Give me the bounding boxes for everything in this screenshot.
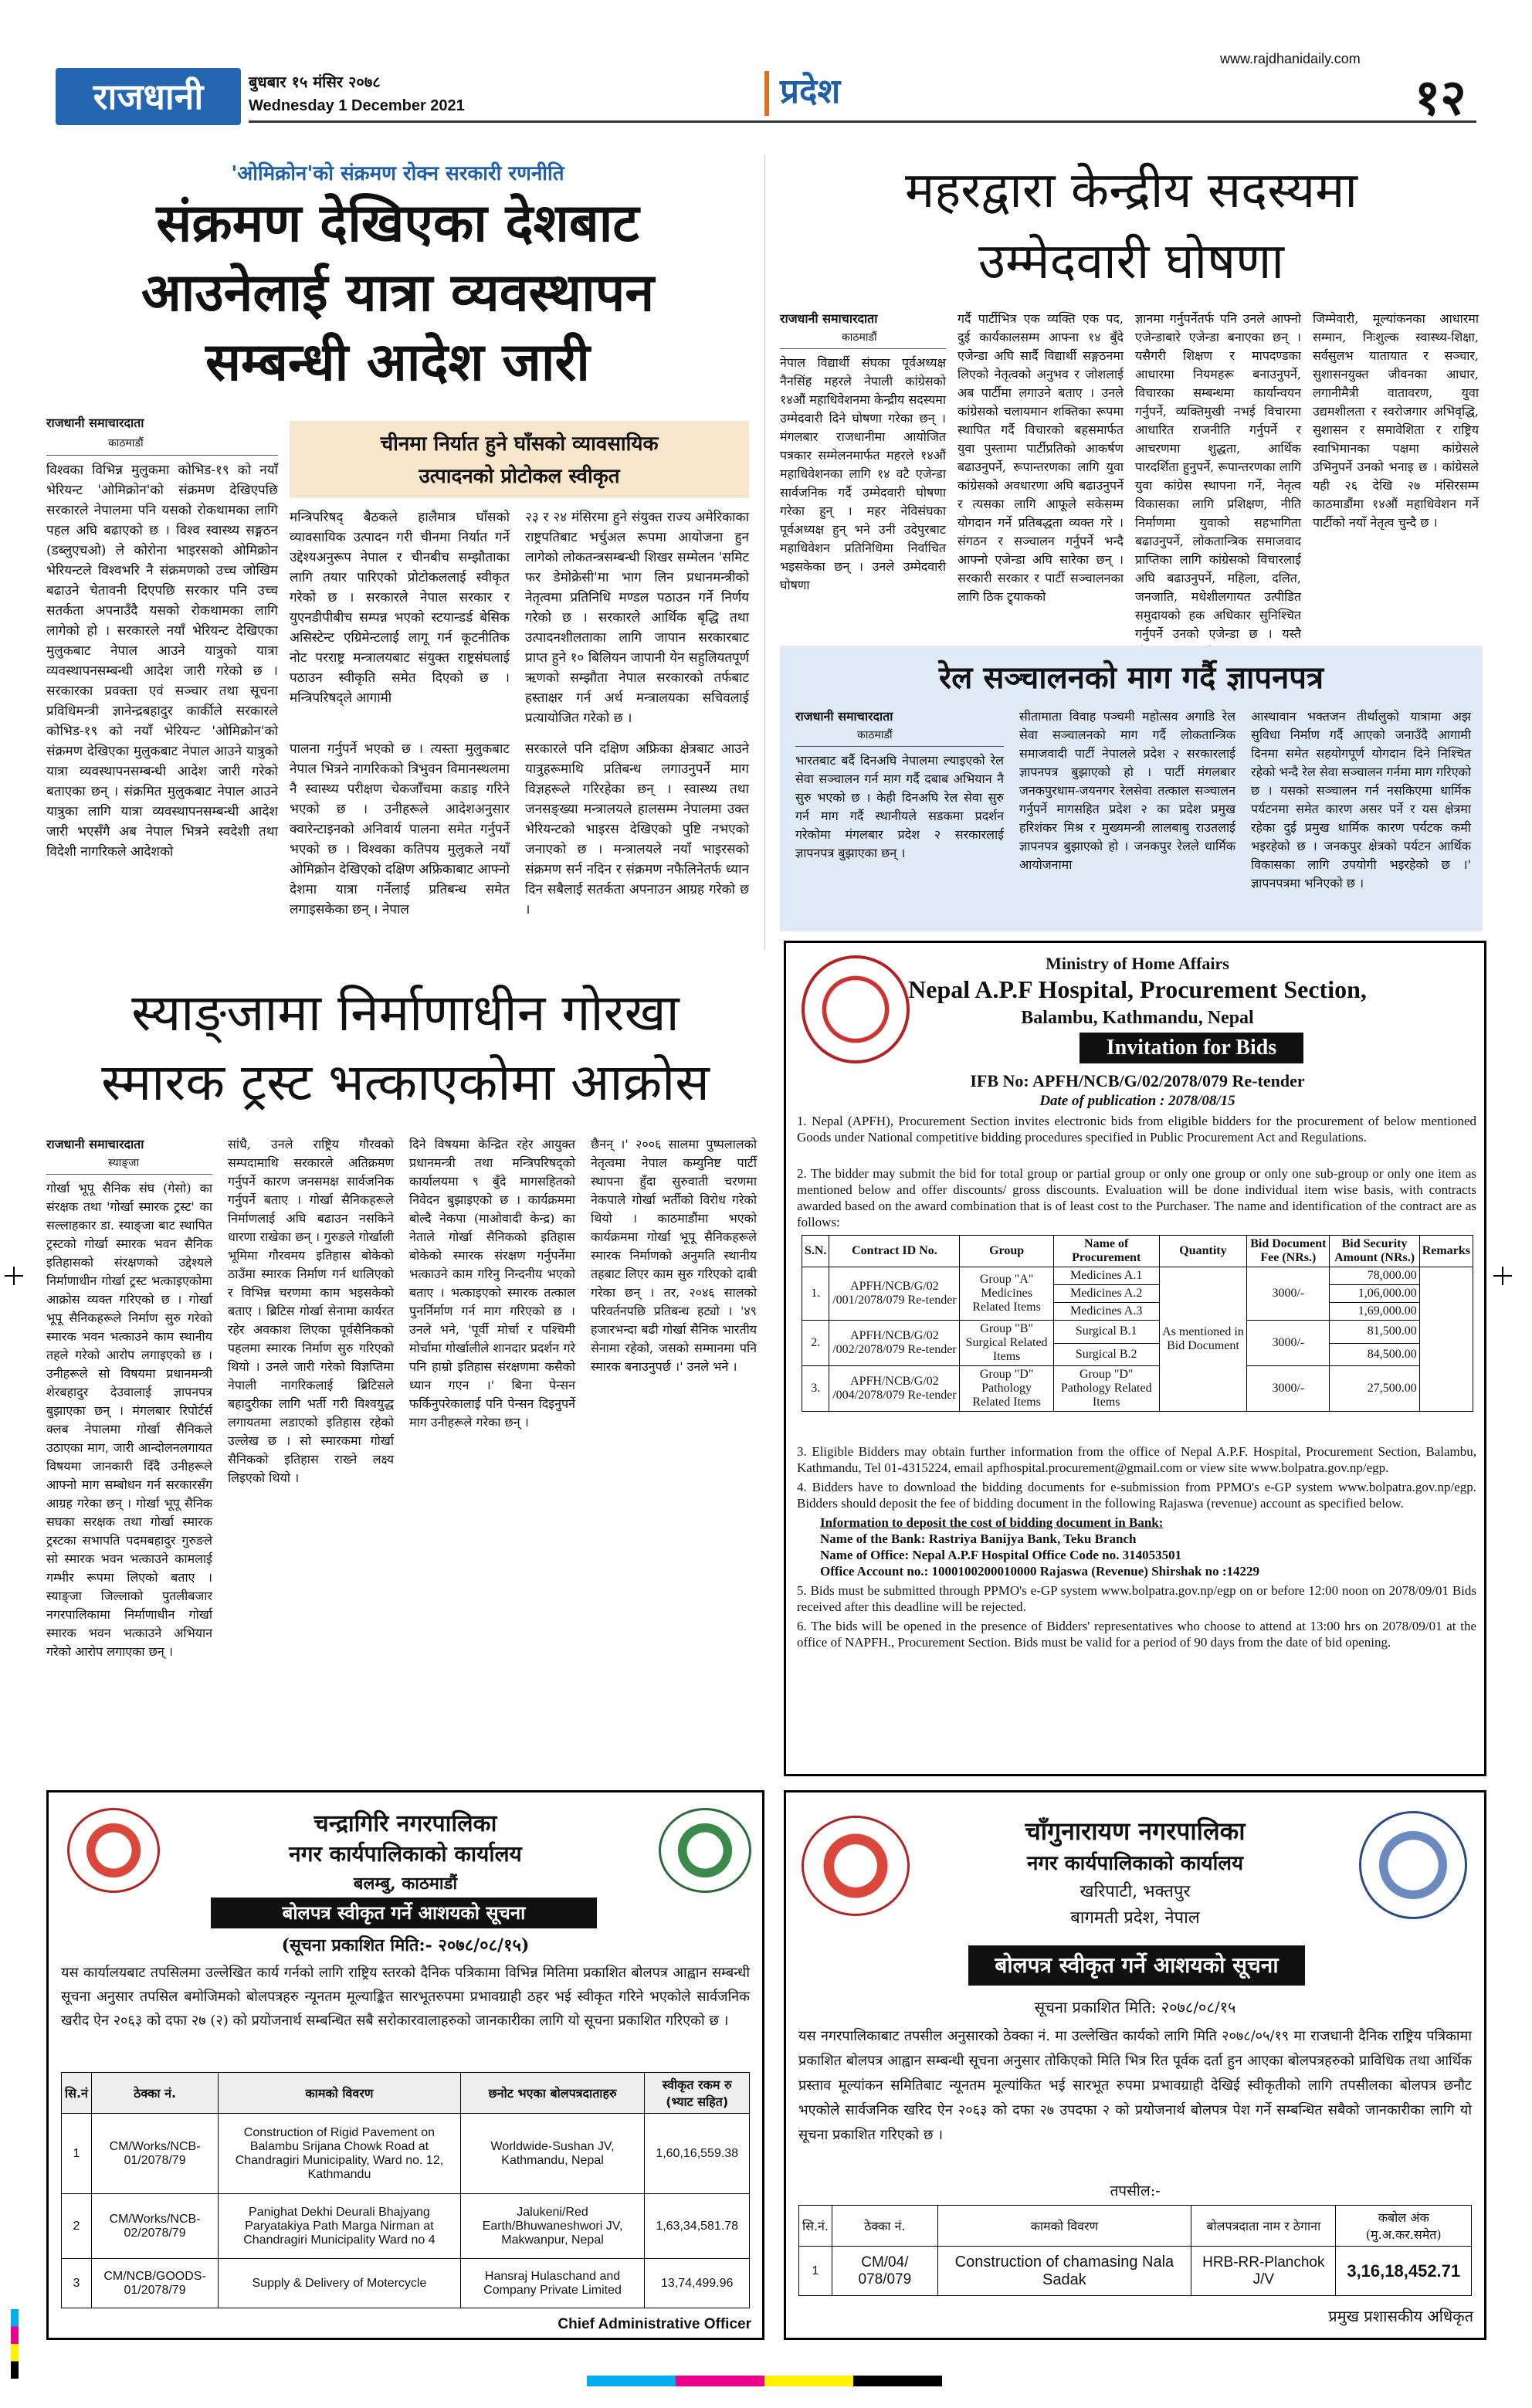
article-column-2 — [958, 310, 1124, 634]
col-header: कामको विवरण — [219, 2073, 460, 2114]
byline-location: काठमाडौं — [842, 331, 877, 344]
paper-name: राजधानी — [93, 76, 204, 117]
cell-sn: 3 — [62, 2259, 92, 2308]
article-column-3 — [409, 1135, 575, 1722]
bank-name: Name of the Bank: Rastriya Banijya Bank, Teku Branch — [820, 1531, 1137, 1546]
col-header: Quantity — [1159, 1236, 1247, 1267]
cell-contract: CM/04/ 078/079 — [832, 2247, 938, 2296]
cell-security: 81,500.00 — [1330, 1321, 1419, 1344]
article-headline-line2: आउनेलाई यात्रा व्यवस्थापन — [141, 262, 655, 324]
location: खरिपाटी, भक्तपुर — [1080, 1882, 1191, 1901]
cell-group: Group "A" Medicines Related Items — [960, 1267, 1053, 1321]
cell-bidder: Hansraj Hulaschand and Company Private Limited — [460, 2259, 645, 2308]
item-text: The bids will be opened in the presence of Bidders' representatives who choose to attend at 13:00 hrs on 2078/09/01 at the office of NAPFH., Procurement Section. Bids must be valid for a period of 90 days from the date of bid opening. — [797, 1619, 1476, 1650]
article-column-1 — [780, 310, 946, 634]
cell-security: 84,500.00 — [1330, 1343, 1419, 1366]
table-row — [62, 2114, 750, 2194]
article-text: नेपाल विद्यार्थी संघका पूर्वअध्यक्ष नैनसिंह महरले नेपाली कांग्रेसको १४औं महाधिवेशनमा केन्द्रीय सदस्यमा उम्मेदवारी दिने घोषणा गरेका छन् । मंगलबार राजधानीमा आयोजित पत्रकार सम्मेलनमार्फत महरले १४औं महाधिवेशनका लागि १४ वटै एजेन्डा सार्वजनिक गर्दै उम्मेदवारी घोषणा गरेका हुन् । महर नेविसंघका पूर्वअध्यक्ष हुन् भने उनी उदेपुरबाट महाधिवेशन प्रतिनिधिमा निर्वाचित भइसकेका छन् । उनले उम्मेदवारी घोषणा — [780, 355, 946, 592]
office-name: नगर कार्यपालिकाको कार्यालय — [1026, 1852, 1244, 1875]
notice-item-2 — [797, 1165, 1476, 1230]
notice-publication-date: Date of publication : 2078/08/15 — [1039, 1093, 1235, 1109]
cell-contract: APFH/NCB/G/02 /001/2078/079 Re-tender — [829, 1267, 960, 1321]
notice-items-lower — [797, 1443, 1476, 1650]
notice-item-4 — [797, 1479, 1476, 1511]
date-english: Wednesday 1 December 2021 — [249, 97, 465, 114]
tapsil-label: तपसील:- — [1110, 2182, 1161, 2199]
article-text: सांधै, उनले राष्ट्रिय गौरवको सम्पदामाथि सरकारले अतिक्रमण गर्नुपर्ने कारण जनसमक्ष सार्वजनिक गर्नुपर्ने बताए । गोर्खा सैनिकहरूले निर्माणलाई अघि बढाउन नसकिने धारणा राखेका छन् । गुरुङले गोर्खाली भूमिमा गौरवमय इतिहास बोकेको ठाउँमा स्मारक निर्माण गर्न थालिएको र विभिन्न चरणमा काम भइसकेको बताए । ब्रिटिस गोर्खा सेनामा कार्यरत रहेर अवकाश लिएका पूर्वसैनिकको पहलमा स्मारक निर्माण सुरु गरिएको थियो । उनले जारी गरेको विज्ञप्तिमा नेपाली नागरिकलाई ब्रिटिसले बहादुरीका लागि भर्ती गरी विश्वयुद्ध लगायतमा लडाएको इतिहास रहेको उल्लेख छ । सो स्मारकमा गोर्खा सैनिकको इतिहास राख्ने लक्ष्य लिइएको थियो । — [228, 1137, 394, 1485]
col-header: ठेक्का नं. — [91, 2073, 218, 2114]
cell-security: 78,000.00 — [1330, 1267, 1419, 1285]
col-header: कामको विवरण — [937, 2206, 1191, 2247]
boxed-article-headline-line2: उत्पादनको प्रोटोकल स्वीकृत — [419, 465, 620, 488]
table-row — [802, 1321, 1473, 1344]
col-header: Name of Procurement — [1053, 1236, 1159, 1267]
date-nepali: बुधबार १५ मंसिर २०७८ — [249, 73, 381, 91]
notice-body: यस कार्यालयबाट तपसिलमा उल्लेखित कार्य गर्नको लागि राष्ट्रिय स्तरको दैनिक पत्रिकामा विभिन्न मितिमा प्रकाशित बोलपत्र आह्वान सम्बन्धी सूचना अनुसार तपसिल बमोजिमको बोलपत्रहरु न्यूनतम मूल्याङ्कित सारभूतरुपमा प्रभावग्राही ठहर भई स्वीकृत गरिने भएकोले सार्वजनिक खरीद ऐन २०६३ को दफा २७ (२) को प्रयोजनार्थ सम्बन्धित सबै सरोकारवालाहरुको जानकारीका लागि यो सूचना प्रकाशित गरिएको छ । — [61, 1965, 750, 2029]
article-headline-line2: स्मारक ट्रस्ट भत्काएकोमा आक्रोस — [101, 1053, 710, 1112]
cell-fee: 3000/- — [1247, 1267, 1330, 1321]
cell-security: 1,69,000.00 — [1330, 1303, 1419, 1321]
office-name: नगर कार्यपालिकाको कार्यालय — [289, 1841, 522, 1867]
col-header: Bid Security Amount (NRs.) — [1330, 1236, 1419, 1267]
article-column-2 — [228, 1135, 394, 1722]
boxed-article — [290, 421, 749, 730]
table-row — [802, 1366, 1473, 1412]
office-account: Office Account no.: 1000100200010000 Rajaswa (Revenue) Shirshak no :14229 — [820, 1564, 1260, 1579]
article-text: गोर्खा भूपू सैनिक संघ (गेसो) का संरक्षक तथा 'गोर्खा स्मारक ट्रस्ट' का सल्लाहकार डा. स्याङ्जा बाट स्थापित ट्रस्टको गोर्खा स्मारक भवन सैनिक इतिहासको संरक्षणको उद्देश्यले निर्माणाधीन गोर्खा ट्रस्ट भत्काइएकोमा आक्रोस व्यक्त गरिएको छ । गोर्खा भूपू सैनिकहरूले निर्माण सुरु गरेको स्मारक भवन भत्काउने काम स्थानीय तहले गरेको आरोप लगाइएको छ । उनीहरूले सो विषयमा प्रधानमन्त्री शेरबहादुर देउवालाई ज्ञापनपत्र बुझाएका छन् । मंगलबार रिपोर्टर्स क्लब नेपालमा गोर्खा सैनिकले उठाएका माग, जारी आन्दोलनलगायत विषयमा जानकारी दिँदै उनीहरूले आफ्नो माग सम्बोधन गर्न सरकारसँग आग्रह गरेका छन् । गोर्खा भूपू सैनिक सघका सरक्षक तथा गोर्खा स्मारक ट्रस्टका सभापति पदमबहादुर गुरुङले सो स्मारक भवन भत्काउने कामलाई गम्भीर रूपमा लिएको बताए । स्याङ्जा जिल्लाको पुतलीबजार नगरपालिकामा निर्माणाधीन गोर्खा स्मारक भवन भत्काउने अभियान गरेको आरोप लगाएका छन् । — [46, 1181, 212, 1659]
notice-apf-hospital — [784, 941, 1486, 1776]
notice-changunarayan — [784, 1790, 1486, 2340]
cell-description: Construction of Rigid Pavement on Balambu Srijana Chowk Road at Chandragiri Municipality, Ward no. 12, Kathmandu — [219, 2114, 460, 2194]
table-row — [802, 1267, 1473, 1285]
province: बागमती प्रदेश, नेपाल — [1070, 1908, 1200, 1928]
article-column-1 — [46, 1135, 212, 1722]
cell-remarks — [1419, 1267, 1473, 1412]
publication-date: (सूचना प्रकाशित मिति:- २०७८/०८/१५) — [281, 1935, 530, 1955]
notice-banner: बोलपत्र स्वीकृत गर्ने आशयको सूचना — [995, 1952, 1279, 1978]
municipality-name: चन्द्रागिरि नगरपालिका — [314, 1810, 497, 1837]
article-column-4 — [1313, 310, 1479, 634]
cell-amount: 1,63,34,581.78 — [645, 2194, 750, 2259]
col-header: Remarks — [1419, 1236, 1473, 1267]
notice-chandragiri — [46, 1790, 764, 2340]
article-mahar — [780, 158, 1483, 641]
website-url[interactable]: www.rajdhanidaily.com — [1220, 51, 1361, 66]
cell-description: Supply & Delivery of Motercycle — [219, 2259, 460, 2308]
registration-mark-icon — [1493, 1267, 1512, 1285]
location: बलम्बु, काठमाडौं — [353, 1874, 458, 1894]
col-header: बोलपत्रदाता नाम र ठेगाना — [1191, 2206, 1336, 2247]
article-text: सरकारले पनि दक्षिण अफ्रिका क्षेत्रबाट आउने यात्रुहरूमाथि प्रतिबन्ध लगाउनुपर्ने माग विज्ञहरूले गरिरहेका छन् । स्वास्थ्य तथा जनसङ्ख्या मन्त्रालयले हालसम्म नेपालमा उक्त भेरियन्टको भाइरस देखिएको पुष्टि नभएको जनाएको छ । मन्त्रालयले नयाँ भाइरसको संक्रमण सर्न नदिन र संक्रमण नफैलिनेतर्फ ध्यान दिन सबैलाई सतर्कता अपनाउन आग्रह गरेको छ । — [525, 741, 749, 917]
notice-banner: बोलपत्र स्वीकृत गर्ने आशयको सूचना — [282, 1901, 526, 1924]
column-divider — [764, 154, 765, 950]
col-header: S.N. — [802, 1236, 829, 1267]
signature-title: Chief Administrative Officer — [558, 2316, 751, 2332]
article-headline-line1: स्याङ्जामा निर्माणाधीन गोरखा — [131, 983, 680, 1043]
article-text: भारतबाट बर्दै दिनअघि नेपालमा ल्याइएको रेल सेवा सञ्चालन गर्न माग गर्दै दबाब अभियान नै सुरु भएको छ । केही दिनअघि रेल सेवा सुरु गर्न माग गर्दै स्थानीयले सडकमा प्रदर्शन गरेकोमा मंगलबार प्रदेश २ सरकारलाई ज्ञापनपत्र बुझाएका छन् । — [795, 753, 1004, 860]
notice-address: Balambu, Kathmandu, Nepal — [1021, 1008, 1254, 1028]
col-header: स्वीकृत रकम रु (भ्याट सहित) — [645, 2073, 750, 2114]
article-text: आस्थावान भक्तजन तीर्थालुको यात्रामा अझ सुविधा निर्माण गर्दै आएको जनाउँदै आगामी दिनमा समेत सहयोगपूर्ण योगदान दिने निश्चित रहेको भन्दै रेल सेवा सञ्चालन गर्नमा माग गरिएको छ । यसको सञ्चालन गर्न नसकिएमा धार्मिक पर्यटनमा समेत कारण असर पर्ने र यस क्षेत्रमा रहेका दुई प्रमुख धार्मिक कारण पर्यटक कमी भइरहेको छ । जनकपुर क्षेत्रको पर्यटन आर्थिक विकासका लागि उपयोगी भइरहेको छ ।' ज्ञापनपत्रमा भनिएको छ । — [1251, 709, 1471, 890]
masthead — [0, 0, 1532, 154]
cell-security: 1,06,000.00 — [1330, 1285, 1419, 1303]
article-text: छैनन् ।' २००६ सालमा पुष्पलालको नेतृत्वमा नेपाल कम्युनिष्ट पार्टी स्थापना हुँदा सुरुवाती चरणमा नेकपाले गोर्खा भर्तीको विरोध गरेको थियो । काठमाडौंमा भएको कार्यक्रममा गोर्खा भूपू सैनिकहरूले स्मारक निर्माणको अनुमति स्थानीय तहबाट लिएर काम सुरु गरिएको दाबी गरेका छन् । तर, २०४६ सालको परिवर्तनपछि प्रतिबन्ध हट्यो । '४९ हजारभन्दा बढी गोर्खा सैनिक भारतीय सेनामा रहेको, जसको सम्मानमा पनि स्मारक बनाउनुपर्छ ।' उनले भने । — [591, 1137, 757, 1374]
page-number: १२ — [1415, 69, 1466, 127]
article-omicron — [46, 158, 749, 954]
cell-amount: 1,60,16,559.38 — [645, 2114, 750, 2194]
col-header: छनोट भएका बोलपत्रदाताहरु — [460, 2073, 645, 2114]
cell-item: Medicines A.3 — [1053, 1303, 1159, 1321]
cell-contract: APFH/NCB/G/02 /002/2078/079 Re-tender — [829, 1321, 960, 1366]
notice-body: यस नगरपालिकाबाट तपसील अनुसारको ठेक्का नं. मा उल्लेखित कार्यको लागि मिति २०७८/०५/१९ मा राजधानी दैनिक राष्ट्रिय पत्रिकामा प्रकाशित बोलपत्र आह्वान सम्बन्धी सूचना अनुसार तोकिएको मिति भित्र रित पूर्वक दर्ता हुन आएका बोलपत्रहरुको प्राविधिक तथा आर्थिक प्रस्ताव मूल्यांकन समितिबाट न्यूनतम मूल्यांकित भई सारभूत रुपमा प्रभावग्राही देखिई स्वीकृतीको लागि तपसीलका बोलपत्र छनौट भएकोले सार्वजनिक खरिद ऐन २०६३ को दफा २७ उपदफा २ को प्रयोजनार्थ बोलपत्र पेश गर्ने सम्बन्धित सबैको जानकारीका लागि यो सूचना प्रकाशित गरिएको छ । — [798, 2028, 1472, 2143]
notice-item-6 — [797, 1618, 1476, 1650]
item-number: 4. — [797, 1480, 807, 1494]
col-header: Group — [960, 1236, 1053, 1267]
byline: राजधानी समाचारदाता — [795, 709, 893, 724]
byline: राजधानी समाचारदाता — [46, 415, 144, 430]
boxed-article-headline-line1: चीनमा निर्यात हुने घाँसको व्यावसायिक — [380, 432, 659, 456]
cell-security: 27,500.00 — [1330, 1366, 1419, 1412]
article-gorkha — [46, 981, 764, 1722]
col-header: ठेक्का नं. — [832, 2206, 938, 2247]
article-text: ज्ञानमा गर्नुपर्नेतर्फ पनि उनले आफ्नो एजेन्डाबारे एजेन्डा बनाएका छन् । यसैगरी शिक्षण र मापदण्डका आधारमा नियमहरू बनाउनुपर्ने, विचारका सम्बन्धमा कार्यान्वयन गर्नुपर्ने, व्यक्तिमुखी नभई विचारमा आधारित राजनीति गर्नुपर्ने र आचरणमा शुद्धता, आर्थिक पारदर्शिता हुनुपर्ने, रूपान्तरणका लागि युवा कांग्रेस स्थापना गर्ने, नेतृत्व विकासका लागि प्रशिक्षण, नीति निर्माणमा युवाको सहभागिता बढाउनुपर्ने, लोकतान्त्रिक समाजवाद प्राप्तिका लागि कांग्रेसको विचारलाई अघि बढाउनुपर्ने, महिला, दलित, जनजाति, मधेशीलगायत उत्पीडित समुदायको हक अधिकार सुनिश्चित गर्नुपर्ने उनको एजेन्डा छ । यस्तै — [1135, 311, 1301, 641]
cell-quantity: As mentioned in Bid Document — [1159, 1267, 1247, 1412]
cell-amount: 3,16,18,452.71 — [1336, 2247, 1472, 2296]
notice-item-5 — [797, 1582, 1476, 1615]
section-label: प्रदेश — [780, 72, 841, 111]
cell-description: Construction of chamasing Nala Sadak — [937, 2247, 1191, 2296]
cell-sn: 1. — [802, 1267, 829, 1321]
cell-contract: CM/Works/NCB-01/2078/79 — [91, 2114, 218, 2194]
article-headline: रेल सञ्चालनको माग गर्दै ज्ञापनपत्र — [938, 660, 1324, 696]
notice-banner: Invitation for Bids — [1106, 1036, 1277, 1060]
article-text: गर्दै पार्टीभित्र एक व्यक्ति एक पद, दुई कार्यकालसम्म आफ्ना १४ बुँदे एजेन्डा अघि सार्दै विद्यार्थी सङ्गठनमा लिएको नेतृत्वको अनुभव र जोशलाई अब पार्टीमा लगाउने बताए । उनले कांग्रेसको चलायमान शक्तिका रूपमा स्थापित गर्दै विचारको बहसमार्फत युवा पुस्तामा पार्टीप्रतिको आकर्षण बढाउनुपर्ने, रूपान्तरणका लागि युवा कांग्रेसको अवधारणा अघि बढाउनुपर्ने र त्यसका लागि आफूले सकेसम्म योगदान गर्ने प्रतिबद्धता व्यक्त गरे । संगठन र सञ्चालन गर्नुपर्ने भन्दै आफ्नो एजेन्डा अघि सारेका छन् । सरकारी सरकार र पार्टी सञ्चालनका लागि ठिक ट्र्याकको — [958, 311, 1124, 604]
article-text: विश्वका विभिन्न मुलुकमा कोभिड-१९ को नयाँ भेरियन्ट 'ओमिक्रोन'को संक्रमण देखिएपछि सरकारले नेपालमा पनि यसको रोकथामका लागि पहल अघि बढाएको छ । विश्व स्वास्थ्य सङ्गठन (डब्लुएचओ) ले कोरोना भाइरसको ओमिक्रोन भेरियन्टले विश्वभरि नै संक्रमणको उच्च जोखिम बढाउने चेतावनी दिएपछि सरकार पनि उच्च सतर्कता अपनाउँदै यसको रोकथामका लागि लागेको हो । सरकारले नयाँ भेरियन्ट देखिएका मुलुकबाट नेपाल आउने यात्रुको यात्रा व्यवस्थापनसम्बन्धी आदेश जारी गरेको छ । सरकारका प्रवक्ता एवं सञ्चार तथा सूचना प्रविधिमन्त्री ज्ञानेन्द्रबहादुर कार्कीले सरकारले कोभिड-१९ को नयाँ भेरियन्ट 'ओमिक्रोन'को संक्रमण देखिएका मुलुकबाट नेपाल आउने यात्रुको यात्रा व्यवस्थापनसम्बन्धी आदेश जारी गरेको बताएका छन् । संक्रमित मुलुकबाट नेपाल आउने यात्रुका लागि यात्रा व्यवस्थापनसम्बन्धी आदेश जारी भएसँगै अब नेपाल भित्रने स्वदेशी तथा विदेशी नागरिकले आदेशको — [46, 463, 278, 860]
table-row — [799, 2247, 1472, 2296]
cell-amount: 13,74,499.96 — [645, 2259, 750, 2308]
article-text: पालना गर्नुपर्ने भएको छ । त्यस्ता मुलुकबाट नेपाल भित्रने नागरिकको त्रिभुवन विमानस्थलमा नै स्वास्थ्य परीक्षण चेकजाँचमा कडाइ गरिने भएको छ । उनीहरूले आदेशअनुसार क्वारेन्टाइनको अनिवार्य पालना समेत गर्नुपर्ने भएको छ । विश्वका कतिपय मुलुकले नयाँ ओमिक्रोन देखिएको दक्षिण अफ्रिकाबाट आफ्नो देशमा यात्रा गर्नेलाई प्रतिबन्ध समेत लगाइसकेका छन् । नेपाल — [290, 741, 510, 917]
article-text: जिम्मेवारी, मूल्यांकनका आधारमा सम्मान, निःशुल्क स्वास्थ्य-शिक्षा, सर्वसुलभ यातायात र सञ्चार, सुशासनयुक्त जीवनका आधार, लगानीमैत्री वातावरण, युवा उद्यमशीलता र स्वरोजगार अभिवृद्धि, सुशासन र समावेशिता र राष्ट्रिय स्वाभिमानका पक्षमा कांग्रेसले उभिनुपर्ने उनको भनाइ छ । कांग्रेसले यही २६ देखि २७ मंसिरसम्म काठमाडौंमा १४औं महाधिवेशन गर्ने पार्टीको नयाँ नेतृत्व चुन्दै छ । — [1313, 311, 1479, 530]
article-kicker: 'ओमिक्रोन'को संक्रमण रोक्न सरकारी रणनीति — [231, 162, 564, 185]
article-column-2 — [1019, 707, 1235, 924]
cell-sn: 3. — [802, 1366, 829, 1412]
item-text: Nepal (APFH), Procurement Section invites electronic bids from eligible bidders for the procurement of below mentioned Goods under National competitive bidding procedures specified in Public Procurement Act and Regulations. — [797, 1114, 1477, 1145]
cell-item: Medicines A.2 — [1053, 1285, 1159, 1303]
notice-ifb-number: IFB No: APFH/NCB/G/02/2078/079 Re-tender — [970, 1071, 1305, 1090]
notice-ministry: Ministry of Home Affairs — [1046, 954, 1229, 973]
byline: राजधानी समाचारदाता — [780, 311, 878, 326]
col-header: सि.नं — [62, 2073, 92, 2114]
col-header: Bid Document Fee (NRs.) — [1247, 1236, 1330, 1267]
cell-contract: APFH/NCB/G/02 /004/2078/079 Re-tender — [829, 1366, 960, 1412]
cell-group: Group "B" Surgical Related Items — [960, 1321, 1053, 1366]
cell-contract: CM/NCB/GOODS-01/2078/79 — [91, 2259, 218, 2308]
section-divider-bar — [764, 71, 769, 116]
item-number: 3. — [797, 1444, 807, 1459]
item-text: Eligible Bidders may obtain further information from the office of Nepal A.P.F. Hospital, Procurement Section, Balambu, Kathmandu, Tel 01-4315224, email apfhospital.procurement@gmail.com or view site www.bolpatra.gov.np/egp. — [797, 1444, 1477, 1475]
cell-fee: 3000/- — [1247, 1321, 1330, 1366]
byline-location: स्याङ्जा — [108, 1157, 140, 1169]
boxed-article-column-1 — [290, 507, 510, 724]
registration-mark-icon — [5, 1267, 23, 1285]
office-name: Name of Office: Nepal A.P.F Hospital Office Code no. 314053501 — [820, 1548, 1182, 1562]
color-bar-icon — [587, 2376, 942, 2386]
article-text: मन्त्रिपरिषद् बैठकले हालैमात्र घाँसको व्यावसायिक उत्पादन गरी चीनमा निर्यात गर्ने उद्देश्यअनुरूप नेपाल र चीनबीच सम्झौताका लागि तयार पारिएको प्रोटोकललाई स्वीकृत गरेको छ । सरकारले नेपाल सरकार र युएनडीपीबीच सम्पन्न भएको स्टयान्डर्ड बेसिक असिस्टेन्ट एग्रिमेन्टलाई लागू गर्न कूटनीतिक नोट परराष्ट्र मन्त्रालयबाट संयुक्त राष्ट्रसंघलाई पठाउन स्वीकृति समेत दिएको छ । मन्त्रिपरिषद्ले आगामी — [290, 510, 510, 706]
cell-sn: 1 — [62, 2114, 92, 2194]
cell-sn: 2 — [62, 2194, 92, 2259]
publication-date: सूचना प्रकाशित मिति: २०७८/०८/१५ — [1034, 1998, 1236, 2016]
cmyk-marks-icon — [11, 2309, 19, 2379]
col-header: सि.नं. — [799, 2206, 832, 2247]
col-header: Contract ID No. — [829, 1236, 960, 1267]
cell-item: Surgical B.2 — [1053, 1343, 1159, 1366]
bid-table — [802, 1235, 1473, 1412]
article-column-4 — [591, 1135, 757, 1722]
cell-item: Group "D" Pathology Related Items — [1053, 1366, 1159, 1412]
article-rail — [780, 646, 1483, 931]
article-headline-line1: संक्रमण देखिएका देशबाट — [156, 192, 639, 254]
bank-deposit-info — [797, 1514, 1476, 1579]
contract-table — [61, 2072, 750, 2308]
cell-item: Surgical B.1 — [1053, 1321, 1159, 1344]
item-text: The bidder may submit the bid for total group or partial group or only one group or only one sub-group or only one item as mentioned below and offer discounts/ gross discounts. Evaluation will be done individual item wise basis, with contracts awarded based on the award combination that is of least cost to the Purchaser. The name and identification of the contract are as follows: — [797, 1166, 1476, 1229]
deposit-title: Information to deposit the cost of bidding document in Bank: — [820, 1515, 1164, 1530]
cell-sn: 1 — [799, 2247, 832, 2296]
article-column-3 — [1135, 310, 1301, 641]
notice-item-1 — [797, 1113, 1476, 1145]
table-row — [62, 2194, 750, 2259]
col-header: कबोल अंक (मु.अ.कर.समेत) — [1336, 2206, 1472, 2247]
item-number: 2. — [797, 1166, 807, 1181]
item-text: Bids must be submitted through PPMO's e-GP system www.bolpatra.gov.np/egp on or before 12:00 noon on 2078/09/01 Bids received after this deadline will be rejected. — [797, 1583, 1476, 1614]
cell-group: Group "D" Pathology Related Items — [960, 1366, 1053, 1412]
notice-item-3 — [797, 1443, 1476, 1476]
item-number: 5. — [797, 1583, 807, 1598]
signature-title: प्रमुख प्रशासकीय अधिकृत — [1328, 2307, 1473, 2325]
cell-sn: 2. — [802, 1321, 829, 1366]
cell-item: Medicines A.1 — [1053, 1267, 1159, 1285]
article-column-1 — [795, 707, 1004, 924]
byline-location: काठमाडौं — [108, 437, 144, 449]
cell-bidder: Jalukeni/Red Earth/Bhuwaneshwori JV, Makwanpur, Nepal — [460, 2194, 645, 2259]
byline: राजधानी समाचारदाता — [46, 1137, 144, 1151]
table-row — [62, 2259, 750, 2308]
masthead-underline — [249, 120, 1476, 123]
contract-table — [798, 2205, 1472, 2296]
article-headline-line3: सम्बन्धी आदेश जारी — [205, 331, 590, 393]
article-column-3 — [1251, 707, 1471, 924]
boxed-article-column-2 — [525, 507, 749, 724]
cell-bidder: HRB-RR-Planchok J/V — [1191, 2247, 1336, 2296]
cell-fee: 3000/- — [1247, 1366, 1330, 1412]
notice-hospital-name: Nepal A.P.F Hospital, Procurement Section, — [908, 975, 1367, 1003]
cell-bidder: Worldwide-Sushan JV, Kathmandu, Nepal — [460, 2114, 645, 2194]
article-text: २३ र २४ मंसिरमा हुने संयुक्त राज्य अमेरिकाका राष्ट्रपतिबाट भर्चुअल रूपमा आयोजना हुन लागेको लोकतन्त्रसम्बन्धी शिखर सम्मेलन 'समिट फर डेमोक्रेसी'मा भाग लिन प्रधानमन्त्रीको नेतृत्वमा प्रतिनिधि मण्डल पठाउन गर्ने निर्णय गरेको छ । सरकारले आर्थिक बृद्धि तथा उत्पादनशीलताका लागि जापान सरकारबाट प्राप्त हुने १० बिलियन जापानी येन सहुलियतपूर्ण ऋणको सम्झौता नेपाल सरकारको तर्फबाट हस्ताक्षर गर्न अर्थ मन्त्रालयका सचिवलाई प्रत्यायोजित गरेको छ । — [525, 510, 749, 726]
article-headline-line2: उम्मेदवारी घोषणा — [978, 233, 1284, 290]
article-text: सीतामाता विवाह पञ्चमी महोत्सव अगाडि रेल सेवा सञ्चालनको माग गर्दै लोकतान्त्रिक समाजवादी पार्टी नेपालले प्रदेश २ सरकारलाई ज्ञापनपत्र बुझाएको हो । पार्टी मंगलबार जनकपुरधाम-जयनगर रेलसेवा तत्काल सञ्चालन गर्नुपर्ने मागसहित प्रदेश २ का प्रदेश प्रमुख हरिशंकर मिश्र र मुख्यमन्त्री लालबाबु राउतलाई ज्ञापनपत्र बुझाएको हो । जनकपुर रेलले धार्मिक आयोजनामा — [1019, 709, 1235, 872]
item-number: 6. — [797, 1619, 807, 1633]
article-headline-line1: महरद्वारा केन्द्रीय सदस्यमा — [905, 162, 1357, 219]
byline-location: काठमाडौं — [857, 729, 893, 741]
item-text: Bidders have to download the bidding documents for e-submission from PPMO's e-GP system www.bolpatra.gov.np/egp. Bidders should deposit the fee of bidding document in the following Rajaswa (revenue) account as specified below. — [797, 1480, 1476, 1511]
article-text: दिने विषयमा केन्द्रित रहेर आयुक्त प्रधानमन्त्री तथा मन्त्रिपरिषद्को कार्यालयमा ९ बुँदे मागसहितको निवेदन बुझाइएको छ । कार्यक्रममा बोल्दै नेकपा (माओवादी केन्द्र) का नेताले गोर्खा सैनिकको इतिहास बोकेको स्मारक संरक्षण गर्नुपर्नेमा भत्काउने काम गरिनु निन्दनीय भएको बताए । भत्काइएको स्मारक तत्काल पुनर्निर्माण गर्न माग गरिएको छ । उनले भने, 'पूर्वी मोर्चा र पश्चिमी मोर्चामा गोर्खालीले शानदार प्रदर्शन गरे पनि हाम्रो इतिहास संरक्षणमा कसैको ध्यान गएन ।' बिना पेन्सन फर्किनुपरेकालाई पनि पेन्सन दिइनुपर्ने माग उनीहरूले गरेका छन् । — [409, 1137, 575, 1430]
municipality-name: चाँगुनारायण नगरपालिका — [1025, 1816, 1246, 1846]
cell-description: Panighat Dekhi Deurali Bhajyang Paryatakiya Path Marga Nirman at Chandragiri Municipality Ward no 4 — [219, 2194, 460, 2259]
item-number: 1. — [797, 1114, 807, 1128]
cell-contract: CM/Works/NCB-02/2078/79 — [91, 2194, 218, 2259]
